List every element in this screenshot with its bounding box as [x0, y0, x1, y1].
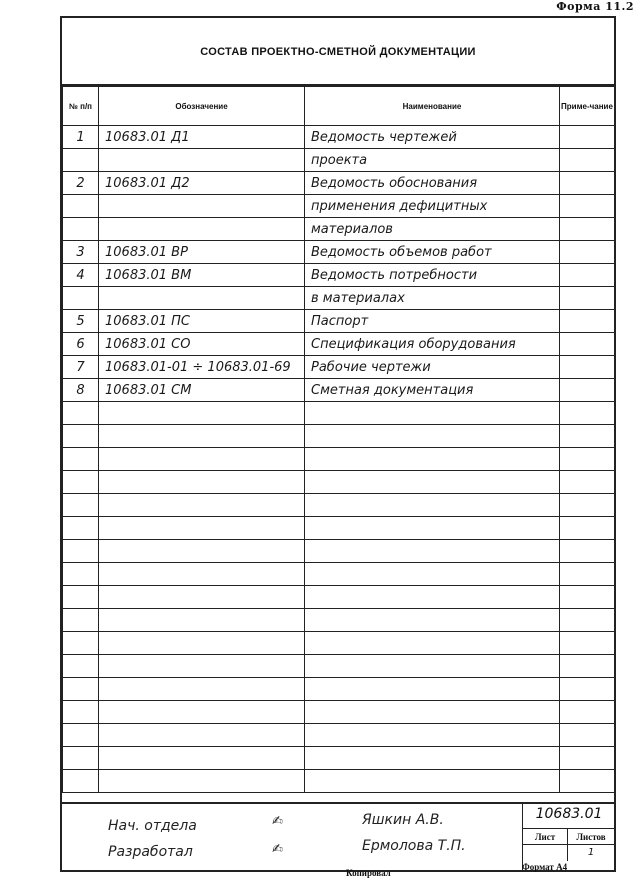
- table-row: [63, 494, 615, 517]
- table-row: [63, 126, 615, 149]
- cell-code: [99, 517, 305, 540]
- cell-num: [63, 724, 99, 747]
- cell-num: [63, 471, 99, 494]
- stamp-name-1: Яшкин А.В.: [362, 812, 444, 828]
- cell-note: [560, 379, 615, 402]
- cell-name: [305, 655, 560, 678]
- cell-num: [63, 149, 99, 172]
- table-row: [63, 149, 615, 172]
- cell-note: [560, 609, 615, 632]
- cell-code: [99, 195, 305, 218]
- cell-note: [560, 264, 615, 287]
- cell-name: Ведомость обоснования: [305, 172, 560, 195]
- table-row: [63, 655, 615, 678]
- cell-note: [560, 333, 615, 356]
- table-row: [63, 540, 615, 563]
- cell-note: [560, 172, 615, 195]
- cell-name: [305, 494, 560, 517]
- cell-name: применения дефицитных: [305, 195, 560, 218]
- col-header-code: Обозначение: [99, 87, 305, 126]
- cell-note: [560, 724, 615, 747]
- cell-name: [305, 563, 560, 586]
- cell-num: 5: [63, 310, 99, 333]
- signature-2: ✍: [272, 842, 283, 857]
- form-number-label: Форма 11.2: [556, 0, 634, 13]
- cell-code: [99, 494, 305, 517]
- cell-note: [560, 747, 615, 770]
- cell-name: [305, 770, 560, 793]
- cell-code: 10683.01 ВР: [99, 241, 305, 264]
- stamp-doc-code: 10683.01: [535, 806, 603, 822]
- sheet-label: Лист: [523, 828, 568, 845]
- table-row: [63, 379, 615, 402]
- table-row: [63, 563, 615, 586]
- cell-code: [99, 563, 305, 586]
- table-row: [63, 770, 615, 793]
- cell-num: 2: [63, 172, 99, 195]
- cell-code: [99, 586, 305, 609]
- cell-num: [63, 563, 99, 586]
- cell-name: [305, 724, 560, 747]
- cell-note: [560, 632, 615, 655]
- table-row: [63, 586, 615, 609]
- cell-num: 6: [63, 333, 99, 356]
- table-row: [63, 517, 615, 540]
- cell-code: [99, 770, 305, 793]
- cell-num: [63, 402, 99, 425]
- cell-num: [63, 678, 99, 701]
- footer-copied: Копировал: [346, 868, 391, 878]
- cell-name: Спецификация оборудования: [305, 333, 560, 356]
- stamp-role-1: Нач. отдела: [108, 818, 197, 834]
- cell-num: [63, 448, 99, 471]
- cell-code: [99, 402, 305, 425]
- cell-note: [560, 425, 615, 448]
- stamp-role-2: Разработал: [108, 844, 193, 860]
- cell-code: [99, 701, 305, 724]
- cell-note: [560, 517, 615, 540]
- stamp-name-2: Ермолова Т.П.: [362, 838, 466, 854]
- cell-code: [99, 540, 305, 563]
- cell-num: 1: [63, 126, 99, 149]
- sheets-value: 1: [567, 844, 615, 861]
- cell-num: 8: [63, 379, 99, 402]
- cell-note: [560, 655, 615, 678]
- table-header-row: [63, 87, 615, 126]
- cell-num: 4: [63, 264, 99, 287]
- cell-code: [99, 724, 305, 747]
- table-row: [63, 241, 615, 264]
- table-row: [63, 172, 615, 195]
- col-header-num: № п/п: [63, 87, 99, 126]
- cell-name: [305, 402, 560, 425]
- cell-code: 10683.01 ВМ: [99, 264, 305, 287]
- cell-name: [305, 425, 560, 448]
- cell-num: [63, 287, 99, 310]
- cell-code: 10683.01 СО: [99, 333, 305, 356]
- cell-note: [560, 241, 615, 264]
- sheet-value: [523, 844, 568, 861]
- cell-name: [305, 448, 560, 471]
- cell-num: [63, 701, 99, 724]
- table-row: [63, 609, 615, 632]
- cell-note: [560, 586, 615, 609]
- footer-format: Формат А4: [522, 862, 568, 872]
- cell-code: [99, 678, 305, 701]
- cell-num: [63, 425, 99, 448]
- cell-num: [63, 632, 99, 655]
- cell-num: [63, 609, 99, 632]
- cell-code: 10683.01 Д2: [99, 172, 305, 195]
- cell-code: [99, 448, 305, 471]
- cell-num: [63, 517, 99, 540]
- cell-name: Ведомость объемов работ: [305, 241, 560, 264]
- table-row: [63, 356, 615, 379]
- cell-name: материалов: [305, 218, 560, 241]
- cell-name: [305, 701, 560, 724]
- cell-code: [99, 747, 305, 770]
- table-row: [63, 333, 615, 356]
- table-row: [63, 402, 615, 425]
- documents-table: [62, 86, 615, 793]
- signature-1: ✍: [272, 814, 283, 829]
- col-header-note: Приме-чание: [560, 87, 615, 126]
- cell-name: [305, 678, 560, 701]
- cell-num: [63, 218, 99, 241]
- cell-note: [560, 402, 615, 425]
- table-row: [63, 448, 615, 471]
- cell-note: [560, 287, 615, 310]
- sheets-label: Листов: [567, 828, 615, 845]
- cell-num: [63, 655, 99, 678]
- cell-code: [99, 632, 305, 655]
- document-title: СОСТАВ ПРОЕКТНО-СМЕТНОЙ ДОКУМЕНТАЦИИ: [200, 46, 476, 58]
- cell-code: 10683.01-01 ÷ 10683.01-69: [99, 356, 305, 379]
- cell-num: [63, 540, 99, 563]
- cell-name: в материалах: [305, 287, 560, 310]
- cell-note: [560, 540, 615, 563]
- table-row: [63, 701, 615, 724]
- cell-code: 10683.01 Д1: [99, 126, 305, 149]
- cell-num: [63, 586, 99, 609]
- cell-num: [63, 770, 99, 793]
- cell-name: [305, 586, 560, 609]
- cell-name: проекта: [305, 149, 560, 172]
- cell-note: [560, 218, 615, 241]
- table-row: [63, 310, 615, 333]
- table-row: [63, 724, 615, 747]
- table-row: [63, 678, 615, 701]
- table-row: [63, 632, 615, 655]
- cell-code: [99, 218, 305, 241]
- cell-name: Паспорт: [305, 310, 560, 333]
- cell-note: [560, 471, 615, 494]
- cell-note: [560, 149, 615, 172]
- cell-num: [63, 494, 99, 517]
- cell-name: [305, 471, 560, 494]
- cell-code: 10683.01 СМ: [99, 379, 305, 402]
- cell-name: [305, 609, 560, 632]
- cell-num: 3: [63, 241, 99, 264]
- cell-code: [99, 425, 305, 448]
- cell-code: [99, 149, 305, 172]
- cell-name: [305, 517, 560, 540]
- cell-num: 7: [63, 356, 99, 379]
- cell-note: [560, 195, 615, 218]
- table-row: [63, 425, 615, 448]
- cell-note: [560, 494, 615, 517]
- cell-note: [560, 563, 615, 586]
- table-row: [63, 287, 615, 310]
- cell-note: [560, 310, 615, 333]
- cell-name: Рабочие чертежи: [305, 356, 560, 379]
- cell-name: [305, 632, 560, 655]
- cell-num: [63, 747, 99, 770]
- table-row: [63, 264, 615, 287]
- cell-note: [560, 678, 615, 701]
- cell-note: [560, 701, 615, 724]
- col-header-name: Наименование: [305, 87, 560, 126]
- cell-name: [305, 747, 560, 770]
- table-row: [63, 195, 615, 218]
- cell-note: [560, 356, 615, 379]
- cell-num: [63, 195, 99, 218]
- cell-name: Ведомость потребности: [305, 264, 560, 287]
- table-row: [63, 218, 615, 241]
- cell-name: Ведомость чертежей: [305, 126, 560, 149]
- table-row: [63, 471, 615, 494]
- cell-note: [560, 770, 615, 793]
- cell-name: [305, 540, 560, 563]
- cell-code: [99, 471, 305, 494]
- cell-note: [560, 448, 615, 471]
- cell-note: [560, 126, 615, 149]
- cell-code: [99, 609, 305, 632]
- table-row: [63, 747, 615, 770]
- cell-name: Сметная документация: [305, 379, 560, 402]
- cell-code: 10683.01 ПС: [99, 310, 305, 333]
- cell-code: [99, 655, 305, 678]
- cell-code: [99, 287, 305, 310]
